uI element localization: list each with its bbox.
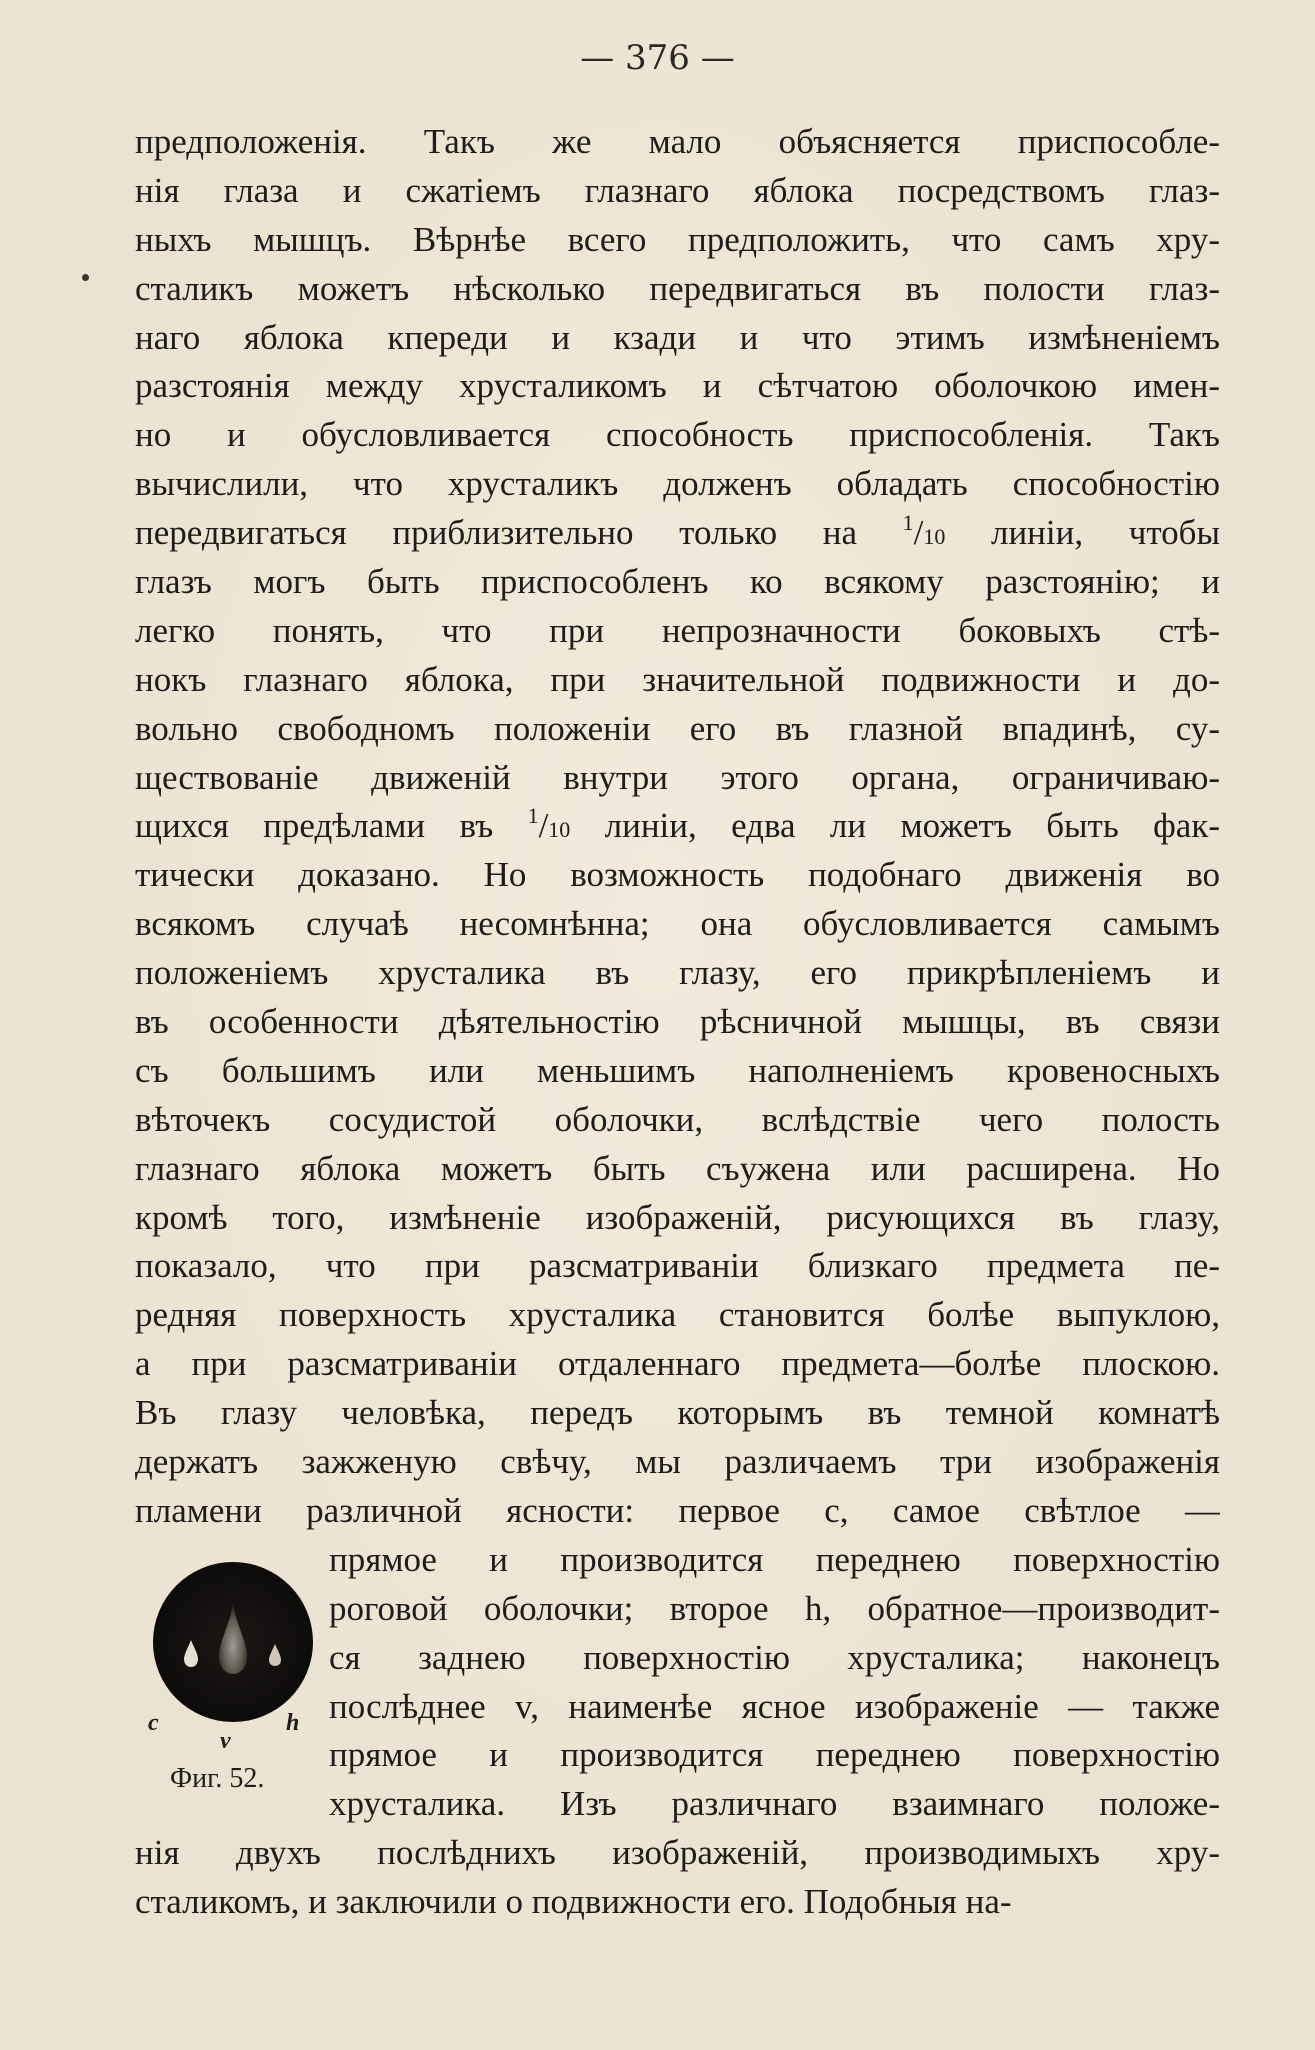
text-line-indented: хрусталика. Изъ различнаго взаимнаго положе- [329, 1784, 1220, 1824]
text-line: нія глаза и сжатіемъ глазнаго яблока посредствомъ глаз- [135, 170, 1220, 210]
text-line: въ особенности дѣятельностію рѣсничной мышцы, въ связи [135, 1002, 1220, 1042]
text-line-indented: прямое и производится переднею поверхностію [329, 1539, 1220, 1579]
text-line: Въ глазу человѣка, передъ которымъ въ темной комнатѣ [135, 1393, 1220, 1433]
text-line: разстоянія между хрусталикомъ и сѣтчатою оболочкою имен- [135, 366, 1220, 406]
fraction-denominator: 10 [548, 817, 571, 843]
fraction: $^1$/10 [902, 510, 946, 553]
image-v-flame [219, 1604, 247, 1674]
text-line: редняя поверхность хрусталика становится болѣе выпуклою, [135, 1295, 1220, 1335]
figure-52-eye-reflections [148, 1562, 318, 1762]
candle-images-illustration [153, 1562, 313, 1722]
text-line: всякомъ случаѣ несомнѣнна; она обусловливается самымъ [135, 904, 1220, 944]
fraction-denominator: 10 [923, 524, 946, 550]
text-line-indented: послѣднее v, наименѣе ясное изображеніе — также [329, 1686, 1220, 1726]
figure-caption: Фиг. 52. [170, 1763, 265, 1794]
text-line: предположенія. Такъ же мало объясняется приспособле- [135, 122, 1220, 161]
text-line: нія двухъ послѣднихъ изображеній, производимыхъ хру- [135, 1833, 1220, 1873]
text-segment: линіи, чтобы [945, 513, 1220, 553]
text-line: кромѣ того, измѣненіе изображеній, рисующихся въ глазу, [135, 1197, 1220, 1237]
text-line: нокъ глазнаго яблока, при значительной подвижности и до- [135, 659, 1220, 699]
text-line: положеніемъ хрусталика въ глазу, его прикрѣпленіемъ и [135, 953, 1220, 993]
margin-ink-dot [82, 274, 89, 281]
text-line: глазнаго яблока можетъ быть съужена или расширена. Но [135, 1148, 1220, 1188]
text-line: а при разсматриваніи отдаленнаго предмета—болѣе плоскою. [135, 1344, 1220, 1384]
page-number: — 376 — [580, 38, 735, 78]
text-segment: щихся предѣлами въ [135, 806, 528, 846]
text-line-indented: роговой оболочки; второе h, обратное—производит- [329, 1588, 1220, 1628]
text-line: ществованіе движеній внутри этого органа, ограничиваю- [135, 757, 1220, 797]
text-line: тически доказано. Но возможность подобнаго движенія во [135, 855, 1220, 895]
text-line: ныхъ мышцъ. Вѣрнѣе всего предположить, что самъ хру- [135, 219, 1220, 259]
text-line: глазъ могъ быть приспособленъ ко всякому разстоянію; и [135, 562, 1220, 602]
text-line: пламени различной ясности: первое c, самое свѣтлое — [135, 1490, 1220, 1530]
text-line-with-fraction [135, 509, 1220, 558]
text-line-indented: прямое и производится переднею поверхностію [329, 1735, 1220, 1775]
text-line: сталикъ можетъ нѣсколько передвигаться въ полости глаз- [135, 268, 1220, 308]
text-line: показало, что при разсматриваніи близкаго предмета пе- [135, 1246, 1220, 1286]
text-line: вѣточекъ сосудистой оболочки, вслѣдствіе чего полость [135, 1099, 1220, 1139]
fraction: $^1$/10 [527, 803, 571, 846]
text-line: съ большимъ или меньшимъ наполненіемъ кровеносныхъ [135, 1050, 1220, 1090]
text-line: сталикомъ, и заключили о подвижности его. Подобныя на- [135, 1882, 1012, 1922]
fraction-numerator: 1 [902, 510, 914, 536]
figure-label-v: v [220, 1728, 231, 1754]
text-line-with-fraction [135, 802, 1220, 851]
text-line: наго яблока кпереди и кзади и что этимъ измѣненіемъ [135, 317, 1220, 357]
figure-label-h: h [286, 1710, 300, 1736]
text-line: легко понять, что при непрозначности боковыхъ стѣ- [135, 610, 1220, 650]
text-line: вольно свободномъ положеніи его въ глазной впадинѣ, су- [135, 708, 1220, 748]
text-line-indented: ся заднею поверхностію хрусталика; наконецъ [329, 1637, 1220, 1677]
text-segment: линіи, едва ли можетъ быть фак- [570, 806, 1220, 846]
text-line: держатъ зажженую свѣчу, мы различаемъ три изображенія [135, 1442, 1220, 1482]
image-c-flame [184, 1640, 198, 1667]
fraction-numerator: 1 [527, 803, 539, 829]
figure-label-c: c [148, 1710, 159, 1736]
text-line: вычислили, что хрусталикъ долженъ обладать способностію [135, 464, 1220, 504]
text-line: но и обусловливается способность приспособленія. Такъ [135, 415, 1220, 455]
text-segment: передвигаться приблизительно только на [135, 513, 903, 553]
image-h-flame [269, 1644, 281, 1666]
